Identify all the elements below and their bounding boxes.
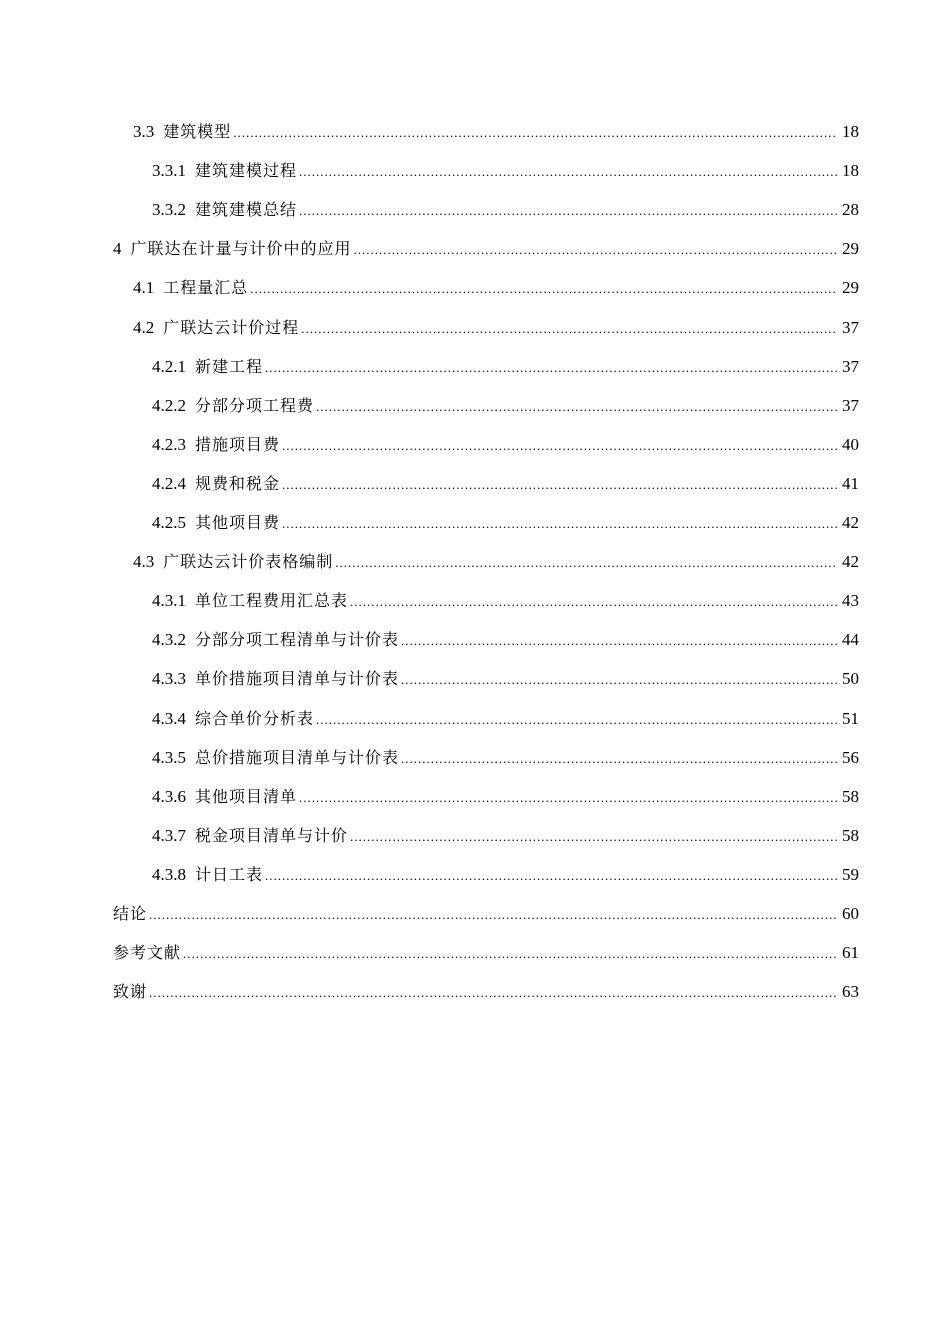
toc-entry[interactable] (113, 942, 859, 965)
toc-section-number: 3.3 (133, 122, 155, 141)
toc-section-number: 4.2.1 (152, 356, 186, 376)
toc-section-number: 4.3 (133, 552, 155, 572)
toc-leader-dots (250, 278, 837, 300)
toc-section-number: 4.2.4 (152, 473, 186, 493)
toc-section-title: 建筑建模过程 (195, 161, 298, 181)
toc-page-number: 29 (842, 278, 859, 298)
toc-page-number: 41 (842, 473, 859, 493)
toc-line (0, 778, 950, 817)
toc-section-title: 税金项目清单与计价 (195, 825, 349, 845)
toc-section-number: 4.3.8 (152, 864, 186, 884)
toc-line (0, 465, 950, 504)
toc-line (0, 269, 950, 308)
toc-leader-dots (299, 161, 837, 183)
toc-section-number: 4.2.3 (152, 434, 186, 454)
toc-section-number: 4.3.7 (152, 825, 186, 845)
toc-section-number: 4.3.1 (152, 591, 186, 611)
toc-section-title: 建筑建模总结 (195, 200, 298, 220)
toc-entry[interactable] (133, 121, 859, 144)
toc-section-number: 4.2.2 (152, 395, 186, 415)
toc-leader-dots (149, 982, 837, 1004)
toc-line (0, 895, 950, 934)
toc-page-number: 61 (842, 943, 859, 963)
toc-line (0, 700, 950, 739)
toc-entry[interactable] (133, 277, 859, 300)
toc-line (0, 856, 950, 895)
toc-section-title: 广联达在计量与计价中的应用 (130, 239, 352, 259)
toc-section-title: 参考文献 (113, 943, 182, 963)
toc-line (0, 817, 950, 856)
toc-line (0, 973, 950, 1012)
toc-leader-dots (233, 122, 837, 144)
toc-line (0, 152, 950, 191)
toc-leader-dots (265, 865, 837, 887)
toc-entry[interactable] (152, 864, 859, 887)
toc-section-number: 4.2.5 (152, 513, 186, 532)
toc-section-title: 工程量汇总 (163, 278, 249, 298)
toc-line (0, 934, 950, 973)
toc-section-number: 4.3.4 (152, 708, 186, 728)
toc-entry[interactable] (133, 551, 859, 574)
toc-page-number: 42 (842, 513, 859, 532)
toc-entry[interactable] (152, 512, 859, 535)
toc-line (0, 348, 950, 387)
toc-entry[interactable] (152, 747, 859, 770)
toc-leader-dots (282, 513, 837, 535)
toc-line (0, 387, 950, 426)
toc-page-number: 40 (842, 434, 859, 454)
toc-section-title: 总价措施项目清单与计价表 (195, 747, 400, 767)
toc-entry[interactable] (152, 629, 859, 652)
toc-page-number: 63 (842, 982, 859, 1002)
toc-entry[interactable] (152, 434, 859, 457)
toc-leader-dots (401, 669, 837, 691)
toc-page-number: 42 (842, 552, 859, 572)
toc-leader-dots (301, 318, 837, 340)
toc-section-number: 3.3.2 (152, 200, 186, 220)
toc-page-number: 58 (842, 825, 859, 845)
toc-section-number: 4.2 (133, 317, 155, 337)
toc-line (0, 426, 950, 465)
toc-leader-dots (316, 396, 837, 418)
toc-page-number: 18 (842, 122, 859, 141)
toc-section-title: 分部分项工程费 (195, 395, 315, 415)
toc-section-title: 其他项目费 (195, 513, 281, 532)
toc-line (0, 582, 950, 621)
toc-line (0, 543, 950, 582)
toc-section-title: 措施项目费 (195, 434, 281, 454)
toc-line (0, 191, 950, 230)
toc-page-number: 60 (842, 904, 859, 923)
toc-entry[interactable] (152, 395, 859, 418)
toc-entry[interactable] (152, 590, 859, 613)
toc-page-number: 58 (842, 786, 859, 806)
toc-section-number: 4.3.5 (152, 747, 186, 767)
toc-line (0, 309, 950, 348)
toc-leader-dots (316, 709, 837, 731)
toc-page-number: 37 (842, 356, 859, 376)
toc-leader-dots (265, 357, 837, 379)
toc-leader-dots (299, 200, 837, 222)
toc-leader-dots (335, 552, 837, 574)
toc-entry[interactable] (152, 825, 859, 848)
toc-section-title: 结论 (113, 904, 148, 923)
toc-section-title: 致谢 (113, 982, 148, 1002)
toc-entry[interactable] (152, 356, 859, 379)
toc-section-title: 其他项目清单 (195, 786, 298, 806)
toc-section-title: 广联达云计价表格编制 (163, 552, 334, 572)
toc-section-title: 新建工程 (195, 356, 264, 376)
toc-page-number: 56 (842, 747, 859, 767)
toc-leader-dots (401, 630, 837, 652)
toc-leader-dots (149, 904, 837, 926)
toc-page-number: 50 (842, 669, 859, 689)
toc-section-title: 广联达云计价过程 (163, 317, 300, 337)
toc-line (0, 113, 950, 152)
toc-entry[interactable] (152, 668, 859, 691)
toc-section-title: 规费和税金 (195, 473, 281, 493)
toc-line (0, 739, 950, 778)
toc-leader-dots (282, 435, 837, 457)
toc-entry[interactable] (113, 903, 859, 926)
toc-section-title: 单位工程费用汇总表 (195, 591, 349, 611)
toc-entry[interactable] (113, 238, 859, 261)
toc-entry[interactable] (152, 199, 859, 222)
toc-leader-dots (299, 787, 837, 809)
toc-section-title: 单价措施项目清单与计价表 (195, 669, 400, 689)
toc-section-number: 4 (113, 239, 122, 259)
toc-page-number: 28 (842, 200, 859, 220)
toc-page-number: 44 (842, 630, 859, 650)
toc-entry[interactable] (152, 786, 859, 809)
toc-page-number: 51 (842, 708, 859, 728)
toc-section-title: 分部分项工程清单与计价表 (195, 630, 400, 650)
toc-leader-dots (350, 826, 837, 848)
toc-line (0, 504, 950, 543)
toc-page-number: 59 (842, 864, 859, 884)
toc-entry[interactable] (152, 160, 859, 183)
toc-section-number: 4.1 (133, 278, 155, 298)
toc-leader-dots (401, 748, 837, 770)
toc-leader-dots (282, 474, 837, 496)
toc-page-number: 37 (842, 317, 859, 337)
toc-page-number: 29 (842, 239, 859, 259)
toc-section-number: 4.3.2 (152, 630, 186, 650)
toc-section-title: 计日工表 (195, 864, 264, 884)
toc-section-title: 综合单价分析表 (195, 708, 315, 728)
toc-line (0, 230, 950, 269)
toc-section-number: 3.3.1 (152, 161, 186, 181)
toc-line (0, 621, 950, 660)
toc-entry[interactable] (152, 708, 859, 731)
toc-section-number: 4.3.6 (152, 786, 186, 806)
toc-entry[interactable] (113, 981, 859, 1004)
toc-leader-dots (354, 239, 837, 261)
toc-page-number: 43 (842, 591, 859, 611)
toc-line (0, 660, 950, 699)
toc-section-title: 建筑模型 (163, 122, 232, 141)
toc-page-number: 18 (842, 161, 859, 181)
toc-section-number: 4.3.3 (152, 669, 186, 689)
toc-leader-dots (350, 591, 837, 613)
toc-entry[interactable] (152, 473, 859, 496)
toc-page-number: 37 (842, 395, 859, 415)
toc-entry[interactable] (133, 317, 859, 340)
toc-leader-dots (183, 943, 837, 965)
